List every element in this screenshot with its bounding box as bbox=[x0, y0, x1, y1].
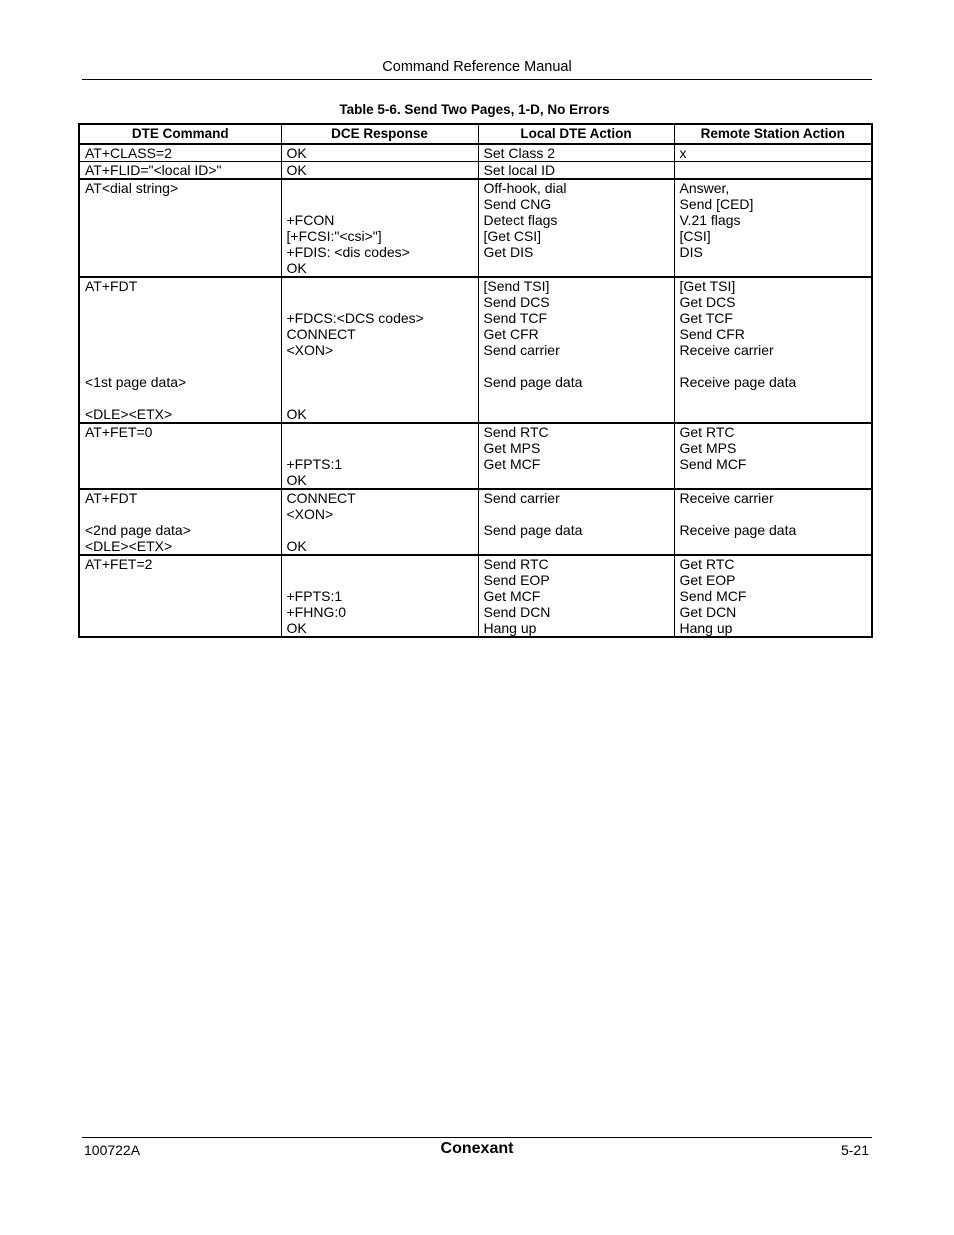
cell-line: AT+FDT bbox=[85, 278, 138, 294]
cell-line bbox=[85, 310, 276, 326]
table-header-row bbox=[79, 124, 872, 144]
header-divider bbox=[82, 79, 872, 80]
cell-line: Get DCN bbox=[679, 604, 737, 620]
column-header-dce-response: DCE Response bbox=[281, 124, 478, 144]
cell-line bbox=[287, 522, 473, 538]
cell-line bbox=[680, 260, 867, 276]
cell-line: +FDIS: <dis codes> bbox=[286, 244, 410, 260]
column-header-local-dte-action: Local DTE Action bbox=[478, 124, 674, 144]
cell-line bbox=[287, 572, 473, 588]
cell-line: [Get CSI] bbox=[483, 228, 542, 244]
cell-line: Get RTC bbox=[679, 556, 735, 572]
table-row bbox=[79, 423, 872, 489]
cell-line: Receive carrier bbox=[679, 490, 774, 506]
cell-dce-response bbox=[281, 144, 478, 162]
cell-line: Get CFR bbox=[483, 326, 539, 342]
cell-line: AT+FET=2 bbox=[85, 556, 153, 572]
cell-local-dte-action bbox=[478, 555, 674, 637]
cell-line: Off-hook, dial bbox=[483, 180, 567, 196]
cell-line: <2nd page data> bbox=[85, 522, 191, 538]
cell-line: OK bbox=[286, 406, 307, 422]
cell-line bbox=[484, 358, 669, 374]
cell-line bbox=[85, 456, 276, 472]
cell-remote-station-action bbox=[674, 555, 872, 637]
cell-line: +FPTS:1 bbox=[286, 456, 343, 472]
cell-remote-station-action bbox=[674, 144, 872, 162]
cell-remote-station-action bbox=[674, 162, 872, 180]
cell-line bbox=[85, 342, 276, 358]
cell-line: OK bbox=[286, 162, 307, 178]
cell-line bbox=[85, 604, 276, 620]
cell-line: Get MCF bbox=[483, 588, 541, 604]
cell-line bbox=[680, 162, 867, 178]
cell-line: Send DCN bbox=[483, 604, 551, 620]
cell-line: CONNECT bbox=[286, 490, 356, 506]
cell-line: +FCON bbox=[286, 212, 335, 228]
cell-line bbox=[85, 572, 276, 588]
table-caption: Table 5-6. Send Two Pages, 1-D, No Errors bbox=[339, 102, 610, 117]
cell-local-dte-action bbox=[478, 489, 674, 555]
cell-line bbox=[287, 358, 473, 374]
cell-line: <XON> bbox=[286, 342, 334, 358]
cell-dte-command bbox=[79, 162, 281, 180]
footer-page-number: 5-21 bbox=[840, 1142, 869, 1158]
cell-line: AT+CLASS=2 bbox=[85, 145, 172, 161]
table-row bbox=[79, 555, 872, 637]
cell-line: Get DCS bbox=[679, 294, 736, 310]
cell-line bbox=[680, 390, 867, 406]
cell-line: Send CFR bbox=[679, 326, 745, 342]
cell-dce-response bbox=[281, 489, 478, 555]
cell-dce-response bbox=[281, 555, 478, 637]
cell-line: OK bbox=[286, 620, 307, 636]
footer-divider bbox=[82, 1137, 872, 1138]
cell-line: Detect flags bbox=[483, 212, 558, 228]
cell-line: AT+FET=0 bbox=[85, 424, 153, 440]
cell-line bbox=[85, 472, 276, 488]
cell-line bbox=[484, 390, 669, 406]
cell-local-dte-action bbox=[478, 144, 674, 162]
cell-line bbox=[287, 374, 473, 390]
cell-line bbox=[287, 556, 473, 572]
table-row bbox=[79, 179, 872, 277]
cell-line: Hang up bbox=[679, 620, 733, 636]
cell-line: Send RTC bbox=[483, 424, 549, 440]
cell-line: Send page data bbox=[483, 522, 583, 538]
footer-doc-number: 100722A bbox=[84, 1142, 141, 1158]
cell-line bbox=[680, 472, 867, 488]
cell-line: [Send TSI] bbox=[483, 278, 550, 294]
cell-line bbox=[680, 358, 867, 374]
cell-line: Send [CED] bbox=[679, 196, 754, 212]
cell-line: Send page data bbox=[483, 374, 583, 390]
cell-line bbox=[85, 390, 276, 406]
cell-line: OK bbox=[286, 145, 307, 161]
table-body bbox=[79, 144, 872, 637]
table-row bbox=[79, 162, 872, 180]
cell-line bbox=[287, 424, 473, 440]
table-row bbox=[79, 489, 872, 555]
cell-line: Send CNG bbox=[483, 196, 552, 212]
cell-remote-station-action bbox=[674, 179, 872, 277]
cell-line bbox=[85, 358, 276, 374]
cell-line: Set local ID bbox=[483, 162, 556, 178]
cell-line bbox=[484, 406, 669, 422]
cell-local-dte-action bbox=[478, 277, 674, 423]
cell-line bbox=[85, 196, 276, 212]
cell-line bbox=[85, 260, 276, 276]
cell-line: [+FCSI:"<csi>"] bbox=[286, 228, 382, 244]
cell-line: Send EOP bbox=[483, 572, 550, 588]
cell-line bbox=[85, 588, 276, 604]
cell-line: Get EOP bbox=[679, 572, 736, 588]
cell-line: +FDCS:<DCS codes> bbox=[286, 310, 424, 326]
cell-line bbox=[287, 278, 473, 294]
cell-line: Receive page data bbox=[679, 522, 797, 538]
cell-dte-command bbox=[79, 423, 281, 489]
cell-line: Receive page data bbox=[679, 374, 797, 390]
cell-line bbox=[484, 260, 669, 276]
cell-dte-command bbox=[79, 179, 281, 277]
cell-remote-station-action bbox=[674, 423, 872, 489]
cell-line: +FPTS:1 bbox=[286, 588, 343, 604]
cell-remote-station-action bbox=[674, 277, 872, 423]
cell-line: Receive carrier bbox=[679, 342, 774, 358]
cell-line: Get MPS bbox=[483, 440, 541, 456]
cell-line: [Get TSI] bbox=[679, 278, 736, 294]
cell-dce-response bbox=[281, 179, 478, 277]
cell-line: AT+FDT bbox=[85, 490, 138, 506]
cell-line: AT+FLID="<local ID>" bbox=[85, 162, 222, 178]
cell-line: Send MCF bbox=[679, 588, 747, 604]
cell-line bbox=[484, 506, 669, 522]
cell-line: Get DIS bbox=[483, 244, 534, 260]
cell-local-dte-action bbox=[478, 179, 674, 277]
cell-line bbox=[287, 196, 473, 212]
cell-dte-command bbox=[79, 277, 281, 423]
cell-line: Send MCF bbox=[679, 456, 747, 472]
cell-remote-station-action bbox=[674, 489, 872, 555]
cell-line bbox=[85, 228, 276, 244]
cell-line bbox=[85, 294, 276, 310]
cell-line bbox=[484, 472, 669, 488]
cell-dce-response bbox=[281, 277, 478, 423]
cell-line bbox=[85, 440, 276, 456]
cell-dce-response bbox=[281, 423, 478, 489]
cell-line: <DLE><ETX> bbox=[85, 406, 173, 422]
cell-line: <DLE><ETX> bbox=[85, 538, 173, 554]
column-header-remote-station-action: Remote Station Action bbox=[674, 124, 872, 144]
cell-line: CONNECT bbox=[286, 326, 356, 342]
cell-line: Send carrier bbox=[483, 490, 560, 506]
column-header-dte-command: DTE Command bbox=[79, 124, 281, 144]
cell-local-dte-action bbox=[478, 423, 674, 489]
cell-dce-response bbox=[281, 162, 478, 180]
cell-line bbox=[85, 620, 276, 636]
table-row bbox=[79, 144, 872, 162]
cell-dte-command bbox=[79, 489, 281, 555]
cell-line: <1st page data> bbox=[85, 374, 187, 390]
cell-line: <XON> bbox=[286, 506, 334, 522]
cell-line bbox=[287, 390, 473, 406]
table-row bbox=[79, 277, 872, 423]
cell-dte-command bbox=[79, 144, 281, 162]
cell-line: Get RTC bbox=[679, 424, 735, 440]
cell-line bbox=[85, 506, 276, 522]
cell-line: Set Class 2 bbox=[483, 145, 556, 161]
cell-line: OK bbox=[286, 260, 307, 276]
page-header-title: Command Reference Manual bbox=[382, 59, 572, 75]
cell-line: AT<dial string> bbox=[85, 180, 179, 196]
cell-line: V.21 flags bbox=[679, 212, 741, 228]
footer-company: Conexant bbox=[440, 1140, 514, 1157]
cell-line: Send RTC bbox=[483, 556, 549, 572]
cell-line: +FHNG:0 bbox=[286, 604, 347, 620]
cell-line bbox=[680, 506, 867, 522]
cell-line: Get MPS bbox=[679, 440, 737, 456]
cell-line bbox=[680, 406, 867, 422]
cell-line: Send carrier bbox=[483, 342, 560, 358]
cell-line: Send TCF bbox=[483, 310, 548, 326]
cell-line: Answer, bbox=[679, 180, 730, 196]
cell-line bbox=[85, 212, 276, 228]
cell-line: OK bbox=[286, 538, 307, 554]
cell-line: Get MCF bbox=[483, 456, 541, 472]
cell-line: [CSI] bbox=[679, 228, 711, 244]
cell-line bbox=[287, 180, 473, 196]
cell-line bbox=[85, 244, 276, 260]
cell-line bbox=[85, 326, 276, 342]
cell-line bbox=[287, 440, 473, 456]
command-table bbox=[78, 123, 873, 638]
cell-line: Send DCS bbox=[483, 294, 550, 310]
cell-line bbox=[484, 538, 669, 554]
cell-dte-command bbox=[79, 555, 281, 637]
cell-line bbox=[287, 294, 473, 310]
cell-line: OK bbox=[286, 472, 307, 488]
cell-line: x bbox=[679, 145, 687, 161]
cell-line: Get TCF bbox=[679, 310, 733, 326]
cell-line: Hang up bbox=[483, 620, 537, 636]
cell-line bbox=[680, 538, 867, 554]
cell-line: DIS bbox=[679, 244, 703, 260]
cell-local-dte-action bbox=[478, 162, 674, 180]
